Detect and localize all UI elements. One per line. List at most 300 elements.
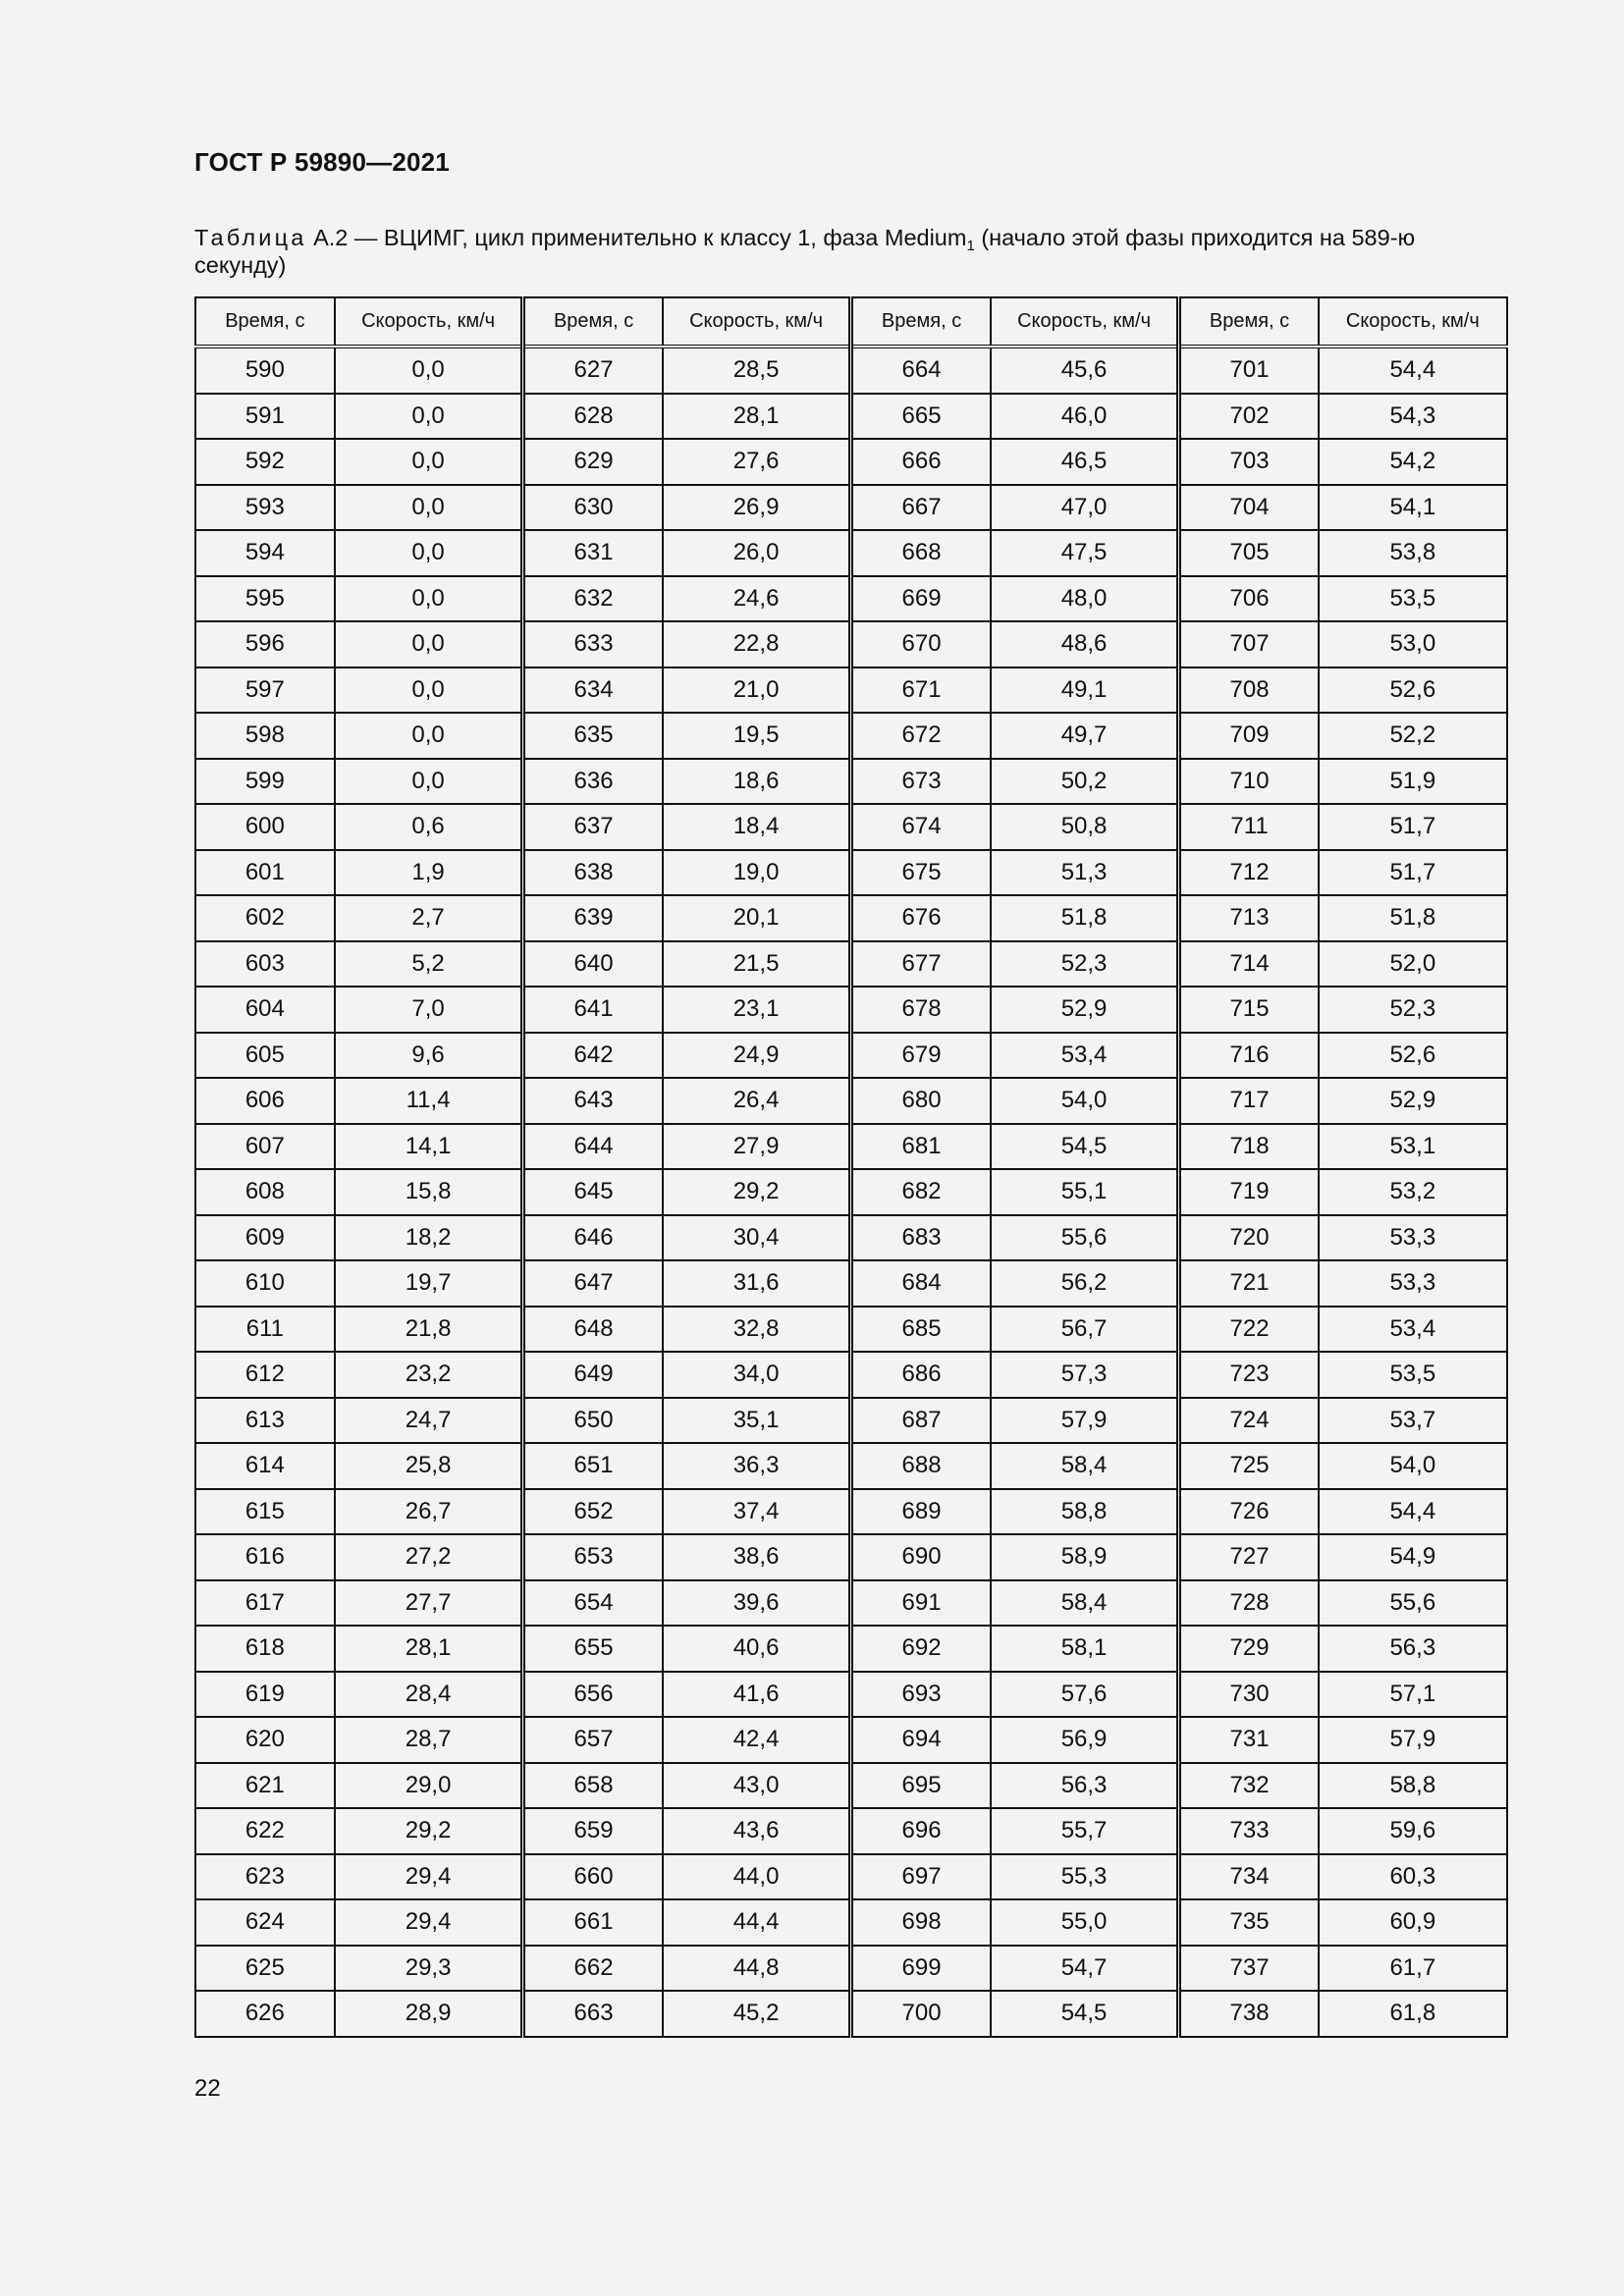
speed-cell: 0,6 (335, 804, 523, 850)
speed-cell: 52,0 (1319, 941, 1507, 988)
time-cell: 605 (195, 1033, 335, 1079)
time-cell: 649 (523, 1352, 663, 1398)
speed-cell: 0,0 (335, 394, 523, 440)
speed-cell: 2,7 (335, 895, 523, 941)
table-row (195, 713, 1507, 759)
table-row (195, 1854, 1507, 1900)
time-cell: 592 (195, 439, 335, 485)
time-cell: 665 (851, 394, 991, 440)
time-cell: 714 (1179, 941, 1319, 988)
speed-cell: 28,7 (335, 1717, 523, 1763)
table-row (195, 1899, 1507, 1946)
time-cell: 637 (523, 804, 663, 850)
time-cell: 641 (523, 987, 663, 1033)
time-cell: 663 (523, 1991, 663, 2037)
time-cell: 694 (851, 1717, 991, 1763)
speed-cell: 24,9 (663, 1033, 851, 1079)
speed-cell: 53,5 (1319, 1352, 1507, 1398)
time-cell: 733 (1179, 1808, 1319, 1854)
time-cell: 629 (523, 439, 663, 485)
time-cell: 738 (1179, 1991, 1319, 2037)
time-cell: 648 (523, 1307, 663, 1353)
time-cell: 691 (851, 1580, 991, 1627)
speed-cell: 31,6 (663, 1260, 851, 1307)
time-cell: 602 (195, 895, 335, 941)
time-cell: 689 (851, 1489, 991, 1535)
time-cell: 685 (851, 1307, 991, 1353)
time-cell: 717 (1179, 1078, 1319, 1124)
time-cell: 681 (851, 1124, 991, 1170)
table-row (195, 1763, 1507, 1809)
speed-cell: 18,4 (663, 804, 851, 850)
speed-cell: 27,7 (335, 1580, 523, 1627)
speed-cell: 19,0 (663, 850, 851, 896)
time-cell: 693 (851, 1672, 991, 1718)
speed-cell: 7,0 (335, 987, 523, 1033)
speed-cell: 54,3 (1319, 394, 1507, 440)
speed-cell: 54,0 (1319, 1443, 1507, 1489)
time-cell: 609 (195, 1215, 335, 1261)
table-row (195, 576, 1507, 622)
speed-cell: 61,8 (1319, 1991, 1507, 2037)
speed-cell: 28,1 (663, 394, 851, 440)
table-row (195, 804, 1507, 850)
speed-cell: 49,1 (991, 667, 1179, 714)
table-row (195, 1808, 1507, 1854)
speed-cell: 45,6 (991, 347, 1179, 394)
table-row (195, 1717, 1507, 1763)
time-cell: 604 (195, 987, 335, 1033)
speed-cell: 21,0 (663, 667, 851, 714)
speed-cell: 0,0 (335, 713, 523, 759)
time-cell: 595 (195, 576, 335, 622)
speed-cell: 51,9 (1319, 759, 1507, 805)
speed-cell: 53,8 (1319, 530, 1507, 576)
column-header-speed: Скорость, км/ч (1319, 297, 1507, 347)
time-cell: 625 (195, 1946, 335, 1992)
speed-cell: 55,6 (1319, 1580, 1507, 1627)
speed-cell: 0,0 (335, 347, 523, 394)
time-cell: 683 (851, 1215, 991, 1261)
time-cell: 690 (851, 1534, 991, 1580)
time-cell: 645 (523, 1169, 663, 1215)
speed-cell: 54,5 (991, 1124, 1179, 1170)
speed-cell: 0,0 (335, 759, 523, 805)
time-cell: 730 (1179, 1672, 1319, 1718)
time-cell: 684 (851, 1260, 991, 1307)
time-cell: 613 (195, 1398, 335, 1444)
speed-cell: 48,0 (991, 576, 1179, 622)
table-row (195, 1169, 1507, 1215)
speed-cell: 46,0 (991, 394, 1179, 440)
speed-cell: 27,2 (335, 1534, 523, 1580)
table-row (195, 1352, 1507, 1398)
speed-cell: 55,0 (991, 1899, 1179, 1946)
time-cell: 672 (851, 713, 991, 759)
speed-cell: 55,7 (991, 1808, 1179, 1854)
speed-cell: 52,9 (991, 987, 1179, 1033)
column-header-speed: Скорость, км/ч (335, 297, 523, 347)
speed-cell: 51,3 (991, 850, 1179, 896)
speed-cell: 54,7 (991, 1946, 1179, 1992)
table-row (195, 850, 1507, 896)
time-cell: 614 (195, 1443, 335, 1489)
speed-table (194, 296, 1508, 2038)
speed-cell: 23,2 (335, 1352, 523, 1398)
speed-cell: 41,6 (663, 1672, 851, 1718)
time-cell: 670 (851, 621, 991, 667)
speed-cell: 26,0 (663, 530, 851, 576)
time-cell: 704 (1179, 485, 1319, 531)
speed-cell: 46,5 (991, 439, 1179, 485)
time-cell: 699 (851, 1946, 991, 1992)
table-row (195, 759, 1507, 805)
speed-cell: 19,7 (335, 1260, 523, 1307)
caption-text: — ВЦИМГ, цикл применительно к классу 1, фаза Medium (353, 225, 967, 250)
speed-cell: 29,0 (335, 1763, 523, 1809)
column-header-time: Время, с (851, 297, 991, 347)
speed-cell: 28,5 (663, 347, 851, 394)
speed-cell: 0,0 (335, 621, 523, 667)
time-cell: 603 (195, 941, 335, 988)
table-row (195, 1260, 1507, 1307)
time-cell: 677 (851, 941, 991, 988)
speed-cell: 54,0 (991, 1078, 1179, 1124)
speed-cell: 58,1 (991, 1626, 1179, 1672)
speed-cell: 50,2 (991, 759, 1179, 805)
time-cell: 700 (851, 1991, 991, 2037)
table-row (195, 1580, 1507, 1627)
speed-cell: 53,4 (1319, 1307, 1507, 1353)
table-header-row (195, 297, 1507, 347)
table-row (195, 1626, 1507, 1672)
time-cell: 729 (1179, 1626, 1319, 1672)
time-cell: 642 (523, 1033, 663, 1079)
speed-cell: 0,0 (335, 485, 523, 531)
time-cell: 628 (523, 394, 663, 440)
table-row (195, 530, 1507, 576)
speed-cell: 14,1 (335, 1124, 523, 1170)
speed-cell: 28,4 (335, 1672, 523, 1718)
column-header-speed: Скорость, км/ч (663, 297, 851, 347)
speed-cell: 24,7 (335, 1398, 523, 1444)
speed-cell: 29,2 (335, 1808, 523, 1854)
speed-cell: 56,3 (1319, 1626, 1507, 1672)
speed-cell: 60,9 (1319, 1899, 1507, 1946)
speed-cell: 52,2 (1319, 713, 1507, 759)
time-cell: 724 (1179, 1398, 1319, 1444)
speed-cell: 26,4 (663, 1078, 851, 1124)
time-cell: 707 (1179, 621, 1319, 667)
speed-cell: 47,0 (991, 485, 1179, 531)
time-cell: 725 (1179, 1443, 1319, 1489)
time-cell: 626 (195, 1991, 335, 2037)
time-cell: 710 (1179, 759, 1319, 805)
speed-cell: 45,2 (663, 1991, 851, 2037)
time-cell: 632 (523, 576, 663, 622)
table-row (195, 1078, 1507, 1124)
speed-cell: 42,4 (663, 1717, 851, 1763)
speed-cell: 51,7 (1319, 804, 1507, 850)
speed-cell: 54,4 (1319, 1489, 1507, 1535)
table-row (195, 1307, 1507, 1353)
time-cell: 598 (195, 713, 335, 759)
speed-cell: 43,0 (663, 1763, 851, 1809)
time-cell: 718 (1179, 1124, 1319, 1170)
speed-cell: 54,4 (1319, 347, 1507, 394)
time-cell: 635 (523, 713, 663, 759)
time-cell: 706 (1179, 576, 1319, 622)
time-cell: 618 (195, 1626, 335, 1672)
speed-cell: 60,3 (1319, 1854, 1507, 1900)
time-cell: 655 (523, 1626, 663, 1672)
speed-cell: 44,4 (663, 1899, 851, 1946)
table-row (195, 1215, 1507, 1261)
speed-cell: 9,6 (335, 1033, 523, 1079)
time-cell: 715 (1179, 987, 1319, 1033)
time-cell: 735 (1179, 1899, 1319, 1946)
speed-cell: 52,9 (1319, 1078, 1507, 1124)
table-row (195, 1672, 1507, 1718)
speed-cell: 54,2 (1319, 439, 1507, 485)
speed-cell: 44,8 (663, 1946, 851, 1992)
time-cell: 640 (523, 941, 663, 988)
speed-cell: 27,6 (663, 439, 851, 485)
table-row (195, 1489, 1507, 1535)
time-cell: 646 (523, 1215, 663, 1261)
time-cell: 682 (851, 1169, 991, 1215)
time-cell: 594 (195, 530, 335, 576)
speed-cell: 15,8 (335, 1169, 523, 1215)
speed-cell: 38,6 (663, 1534, 851, 1580)
time-cell: 703 (1179, 439, 1319, 485)
speed-cell: 0,0 (335, 530, 523, 576)
speed-cell: 59,6 (1319, 1808, 1507, 1854)
speed-cell: 54,9 (1319, 1534, 1507, 1580)
table-container (194, 296, 1508, 2038)
time-cell: 606 (195, 1078, 335, 1124)
time-cell: 659 (523, 1808, 663, 1854)
speed-cell: 0,0 (335, 439, 523, 485)
time-cell: 731 (1179, 1717, 1319, 1763)
time-cell: 737 (1179, 1946, 1319, 1992)
time-cell: 669 (851, 576, 991, 622)
speed-cell: 47,5 (991, 530, 1179, 576)
speed-cell: 44,0 (663, 1854, 851, 1900)
time-cell: 664 (851, 347, 991, 394)
speed-cell: 43,6 (663, 1808, 851, 1854)
speed-cell: 28,1 (335, 1626, 523, 1672)
time-cell: 652 (523, 1489, 663, 1535)
speed-cell: 54,5 (991, 1991, 1179, 2037)
speed-cell: 51,8 (1319, 895, 1507, 941)
column-header-time: Время, с (523, 297, 663, 347)
time-cell: 622 (195, 1808, 335, 1854)
time-cell: 678 (851, 987, 991, 1033)
time-cell: 668 (851, 530, 991, 576)
speed-cell: 56,3 (991, 1763, 1179, 1809)
time-cell: 671 (851, 667, 991, 714)
speed-cell: 57,9 (991, 1398, 1179, 1444)
time-cell: 623 (195, 1854, 335, 1900)
speed-cell: 29,2 (663, 1169, 851, 1215)
caption-subscript: 1 (966, 238, 975, 254)
page-number: 22 (194, 2075, 221, 2102)
speed-cell: 29,4 (335, 1899, 523, 1946)
time-cell: 666 (851, 439, 991, 485)
time-cell: 639 (523, 895, 663, 941)
time-cell: 615 (195, 1489, 335, 1535)
table-body (195, 347, 1507, 2037)
table-row (195, 1124, 1507, 1170)
time-cell: 657 (523, 1717, 663, 1763)
document-header: ГОСТ Р 59890—2021 (194, 147, 450, 177)
table-row (195, 1398, 1507, 1444)
time-cell: 638 (523, 850, 663, 896)
table-row (195, 1534, 1507, 1580)
time-cell: 621 (195, 1763, 335, 1809)
speed-cell: 56,9 (991, 1717, 1179, 1763)
speed-cell: 58,4 (991, 1443, 1179, 1489)
speed-cell: 52,6 (1319, 667, 1507, 714)
speed-cell: 53,5 (1319, 576, 1507, 622)
caption-number: А.2 (313, 225, 349, 250)
speed-cell: 1,9 (335, 850, 523, 896)
time-cell: 674 (851, 804, 991, 850)
time-cell: 696 (851, 1808, 991, 1854)
speed-cell: 27,9 (663, 1124, 851, 1170)
time-cell: 617 (195, 1580, 335, 1627)
speed-cell: 35,1 (663, 1398, 851, 1444)
table-row (195, 394, 1507, 440)
speed-cell: 55,1 (991, 1169, 1179, 1215)
speed-cell: 28,9 (335, 1991, 523, 2037)
speed-cell: 0,0 (335, 576, 523, 622)
speed-cell: 50,8 (991, 804, 1179, 850)
table-caption (194, 224, 1510, 279)
table-row (195, 895, 1507, 941)
time-cell: 705 (1179, 530, 1319, 576)
time-cell: 687 (851, 1398, 991, 1444)
time-cell: 600 (195, 804, 335, 850)
speed-cell: 55,3 (991, 1854, 1179, 1900)
speed-cell: 57,6 (991, 1672, 1179, 1718)
speed-cell: 53,2 (1319, 1169, 1507, 1215)
speed-cell: 52,3 (1319, 987, 1507, 1033)
speed-cell: 52,6 (1319, 1033, 1507, 1079)
speed-cell: 54,1 (1319, 485, 1507, 531)
time-cell: 599 (195, 759, 335, 805)
speed-cell: 23,1 (663, 987, 851, 1033)
speed-cell: 18,6 (663, 759, 851, 805)
time-cell: 596 (195, 621, 335, 667)
time-cell: 651 (523, 1443, 663, 1489)
speed-cell: 34,0 (663, 1352, 851, 1398)
table-row (195, 667, 1507, 714)
speed-cell: 49,7 (991, 713, 1179, 759)
speed-cell: 21,8 (335, 1307, 523, 1353)
table-row (195, 987, 1507, 1033)
time-cell: 692 (851, 1626, 991, 1672)
time-cell: 680 (851, 1078, 991, 1124)
time-cell: 611 (195, 1307, 335, 1353)
table-row (195, 1033, 1507, 1079)
time-cell: 591 (195, 394, 335, 440)
speed-cell: 39,6 (663, 1580, 851, 1627)
speed-cell: 56,2 (991, 1260, 1179, 1307)
time-cell: 732 (1179, 1763, 1319, 1809)
speed-cell: 61,7 (1319, 1946, 1507, 1992)
time-cell: 608 (195, 1169, 335, 1215)
speed-cell: 51,8 (991, 895, 1179, 941)
speed-cell: 0,0 (335, 667, 523, 714)
time-cell: 597 (195, 667, 335, 714)
speed-cell: 48,6 (991, 621, 1179, 667)
time-cell: 676 (851, 895, 991, 941)
time-cell: 636 (523, 759, 663, 805)
speed-cell: 57,3 (991, 1352, 1179, 1398)
caption-text-tail: (начало этой фазы приходится на 589-ю секунду) (194, 225, 1416, 278)
speed-cell: 40,6 (663, 1626, 851, 1672)
time-cell: 631 (523, 530, 663, 576)
speed-cell: 51,7 (1319, 850, 1507, 896)
time-cell: 627 (523, 347, 663, 394)
time-cell: 675 (851, 850, 991, 896)
speed-cell: 25,8 (335, 1443, 523, 1489)
speed-cell: 18,2 (335, 1215, 523, 1261)
speed-cell: 11,4 (335, 1078, 523, 1124)
speed-cell: 53,3 (1319, 1215, 1507, 1261)
speed-cell: 30,4 (663, 1215, 851, 1261)
speed-cell: 53,1 (1319, 1124, 1507, 1170)
speed-cell: 22,8 (663, 621, 851, 667)
speed-cell: 53,7 (1319, 1398, 1507, 1444)
time-cell: 612 (195, 1352, 335, 1398)
time-cell: 610 (195, 1260, 335, 1307)
speed-cell: 58,8 (991, 1489, 1179, 1535)
time-cell: 633 (523, 621, 663, 667)
speed-cell: 24,6 (663, 576, 851, 622)
speed-cell: 26,7 (335, 1489, 523, 1535)
time-cell: 656 (523, 1672, 663, 1718)
time-cell: 661 (523, 1899, 663, 1946)
table-row (195, 941, 1507, 988)
speed-cell: 57,1 (1319, 1672, 1507, 1718)
speed-cell: 53,3 (1319, 1260, 1507, 1307)
speed-cell: 5,2 (335, 941, 523, 988)
speed-cell: 56,7 (991, 1307, 1179, 1353)
time-cell: 673 (851, 759, 991, 805)
speed-cell: 37,4 (663, 1489, 851, 1535)
speed-cell: 53,0 (1319, 621, 1507, 667)
time-cell: 695 (851, 1763, 991, 1809)
table-row (195, 485, 1507, 531)
time-cell: 712 (1179, 850, 1319, 896)
time-cell: 711 (1179, 804, 1319, 850)
table-row (195, 1443, 1507, 1489)
speed-cell: 20,1 (663, 895, 851, 941)
time-cell: 647 (523, 1260, 663, 1307)
table-row (195, 347, 1507, 394)
time-cell: 630 (523, 485, 663, 531)
time-cell: 728 (1179, 1580, 1319, 1627)
time-cell: 734 (1179, 1854, 1319, 1900)
time-cell: 726 (1179, 1489, 1319, 1535)
time-cell: 658 (523, 1763, 663, 1809)
time-cell: 697 (851, 1854, 991, 1900)
time-cell: 701 (1179, 347, 1319, 394)
time-cell: 620 (195, 1717, 335, 1763)
